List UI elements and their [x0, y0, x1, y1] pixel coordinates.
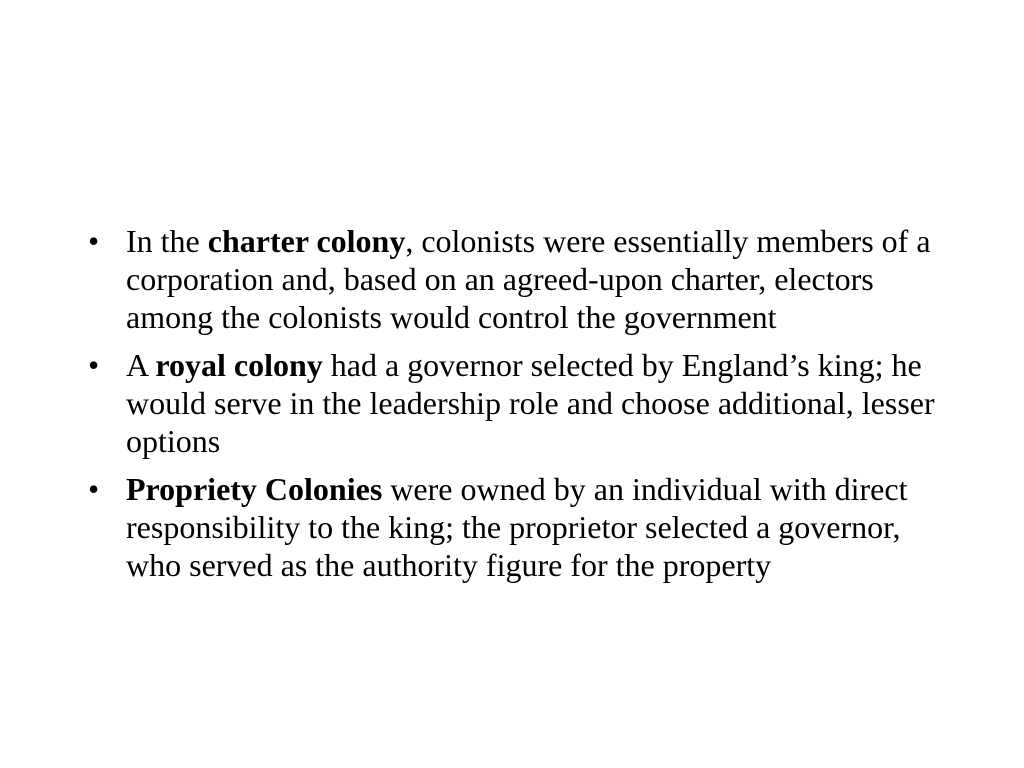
bullet-term: Propriety Colonies	[126, 471, 383, 507]
bullet-list	[88, 222, 938, 594]
bullet-icon: •	[88, 223, 100, 259]
bullet-text-suffix: , colonists were essentially members of a corporation and, based on an agreed-upon charter, electors among the colonists would control the government	[126, 223, 931, 335]
bullet-text-prefix: A	[126, 347, 156, 383]
bullet-icon: •	[88, 347, 100, 383]
bullet-icon: •	[88, 471, 100, 507]
bullet-item-propriety-colonies	[88, 470, 938, 584]
bullet-text-suffix: had a governor selected by England’s king; he would serve in the leadership role and choose additional, lesser options	[126, 347, 935, 459]
bullet-text-suffix: were owned by an individual with direct responsibility to the king; the proprietor selected a governor, who served as the authority figure for the property	[126, 471, 908, 583]
bullet-item-royal-colony	[88, 346, 938, 460]
bullet-term: charter colony	[207, 223, 406, 259]
bullet-text-prefix: In the	[126, 223, 208, 259]
bullet-term: royal colony	[155, 347, 323, 383]
bullet-item-charter-colony	[88, 222, 938, 336]
